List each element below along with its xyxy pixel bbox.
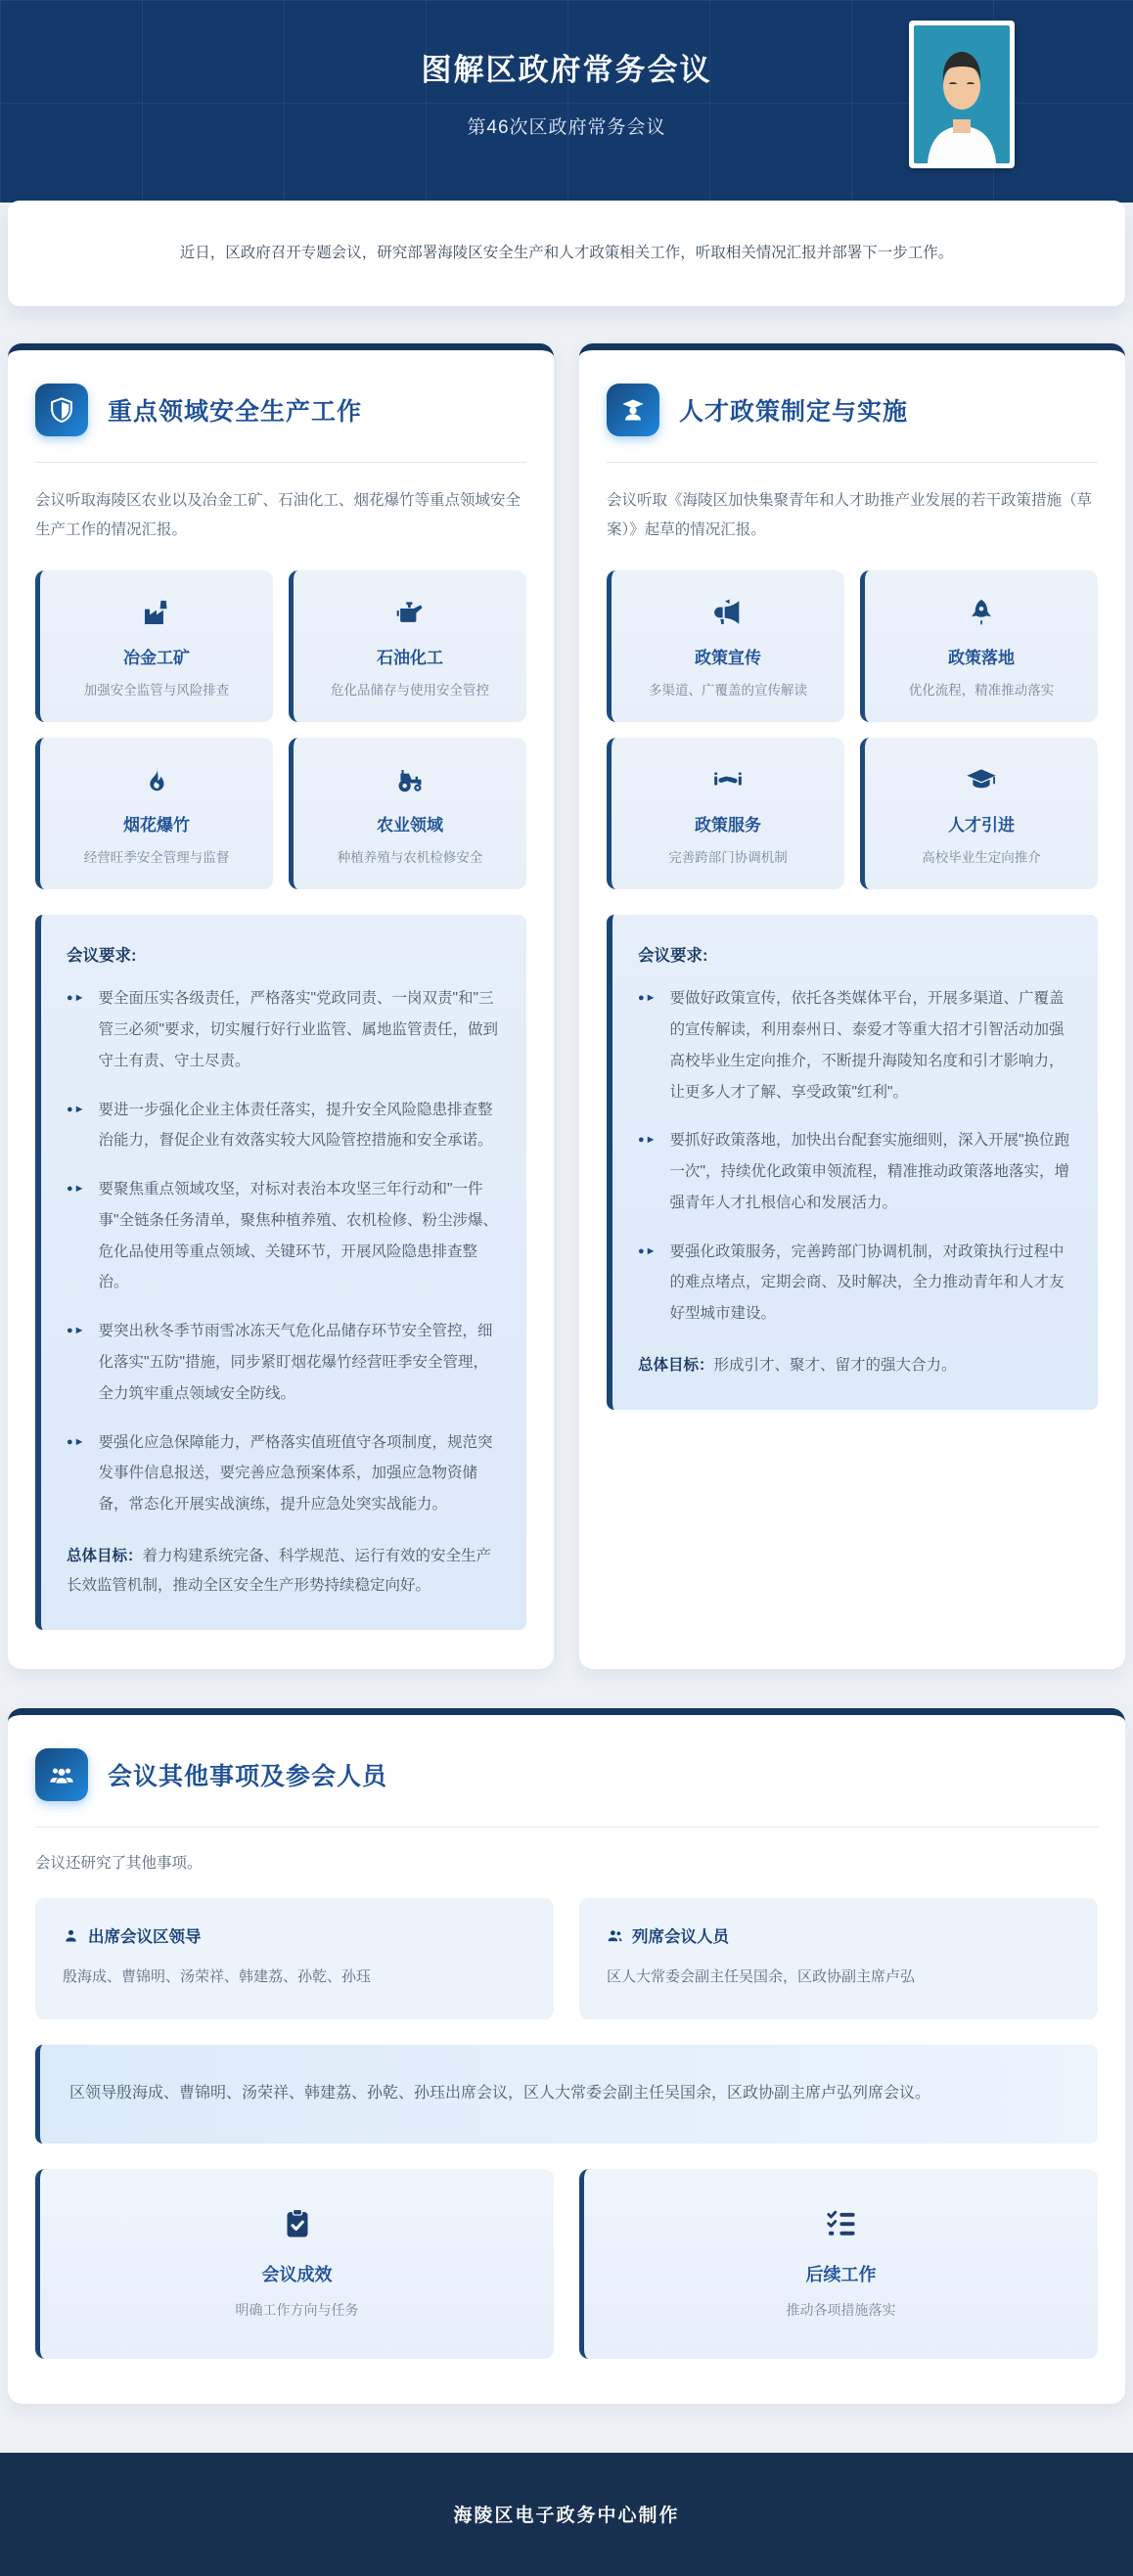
oil-can-icon [303,596,517,629]
attendees-title-row [63,1923,526,1947]
clipboard-check-icon [60,2204,534,2243]
observers-names: 区人大常委会副主任吴国余，区政协副主席卢弘 [607,1968,916,1986]
graduate-user-icon [607,384,659,436]
official-portrait [909,21,1015,168]
divider [35,1827,1098,1828]
item-card-metallurgy [35,570,273,722]
goal-text: 着力构建系统完备、科学规范、运行有效的安全生产长效监管机制，推动全区安全生产形势持续稳定向好。 [67,1547,492,1595]
item-card-implementation [860,570,1098,722]
bullet-marker: ●► [638,992,657,1005]
item-title: 石油化工 [377,649,443,668]
attendance-summary-text: 区领导殷海成、曹锦明、汤荣祥、韩建荔、孙乾、孙珏出席会议，区人大常委会副主任吴国余，区政协副主席卢弘列席会议。 [69,2084,931,2101]
item-card-fireworks [35,738,273,889]
requirement-text: 要突出秋冬季节雨雪冰冻天气危化品储存环节安全管控，细化落实"五防"措施，同步紧盯烟花爆竹经营旺季安全管理，全力筑牢重点领域安全防线。 [98,1323,493,1402]
section-safety [8,343,554,1669]
other-title: 会议其他事项及参会人员 [108,1763,388,1791]
attendees-box [35,1898,554,2019]
requirement-text: 要聚焦重点领域攻坚，对标对表治本攻坚三年行动和"一件事"全链条任务清单，聚焦种植养殖、农机检修、粉尘涉爆、危化品使用等重点领域、关键环节，开展风险隐患排查整治。 [98,1181,499,1291]
rocket-icon [875,596,1088,629]
requirement-item [67,1174,501,1298]
outcome-title: 后续工作 [805,2264,877,2284]
requirement-text: 要强化应急保障能力，严格落实值班值守各项制度，规范突发事件信息报送，要完善应急预案体系，加强应急物资储备，常态化开展实战演练，提升应急处突实战能力。 [98,1433,493,1514]
megaphone-icon [621,596,835,629]
item-subtitle: 经营旺季安全管理与监督 [83,850,230,866]
item-subtitle: 加强安全监管与风险排查 [83,683,230,699]
handshake-icon [621,763,835,796]
requirement-item [67,1095,501,1157]
outcome-subtitle: 推动各项措施落实 [786,2301,896,2318]
requirement-item [638,983,1072,1107]
page-subtitle: 第46次区政府常务会议 [467,117,666,138]
talent-header [607,384,1098,436]
item-card-recruitment [860,738,1098,889]
requirements-label: 会议要求: [67,947,137,966]
requirement-item [67,1427,501,1520]
observers-box [579,1898,1098,2019]
page-header [0,0,1133,203]
graduation-cap-icon [875,763,1088,796]
intro-text: 近日，区政府召开专题会议，研究部署海陵区安全生产和人才政策相关工作，听取相关情况汇报并部署下一步工作。 [179,245,954,261]
main-columns [8,343,1125,1669]
safety-item-grid [35,570,526,889]
safety-title: 重点领域安全生产工作 [108,397,363,426]
item-subtitle: 种植养殖与农机检修安全 [337,850,483,866]
outcome-card-followup [579,2169,1098,2359]
item-subtitle: 多渠道、广覆盖的宣传解读 [649,683,807,699]
safety-goal [67,1542,501,1601]
divider [607,462,1098,463]
item-title: 烟花爆竹 [123,816,190,836]
tractor-icon [303,763,517,796]
item-title: 政策宣传 [695,649,761,668]
item-card-petrochemical [289,570,526,722]
attendance-summary [35,2045,1098,2144]
talent-goal [638,1351,1072,1380]
item-subtitle: 优化流程，精准推动落实 [908,683,1055,699]
talent-item-grid [607,570,1098,889]
other-note: 会议还研究了其他事项。 [35,1855,203,1873]
divider [35,462,526,463]
requirement-item [67,1316,501,1409]
bullet-marker: ●► [67,1103,86,1115]
requirement-item [638,1125,1072,1218]
checklist-icon [604,2204,1078,2243]
goal-label: 总体目标： [638,1356,714,1374]
requirement-text: 要抓好政策落地，加快出台配套实施细则，深入开展"换位跑一次"，持续优化政策申领流程，精准推动政策落地落实，增强青年人才扎根信心和发展活力。 [669,1132,1070,1211]
requirements-label: 会议要求: [638,947,708,966]
requirement-item [638,1237,1072,1330]
user-icon [63,1927,79,1944]
outcome-subtitle: 明确工作方向与任务 [235,2301,359,2318]
page-title: 图解区政府常务会议 [421,53,712,87]
item-title: 政策落地 [948,649,1015,668]
section-talent [579,343,1125,1669]
safety-description: 会议听取海陵区农业以及冶金工矿、石油化工、烟花爆竹等重点领域安全生产工作的情况汇报。 [35,491,521,539]
item-title: 政策服务 [695,816,761,836]
requirement-text: 要强化政策服务，完善跨部门协调机制，对政策执行过程中的难点堵点，定期会商、及时解决，全力推动青年和人才友好型城市建设。 [669,1243,1065,1323]
observers-title: 列席会议人员 [632,1928,729,1947]
requirement-text: 要进一步强化企业主体责任落实，提升安全风险隐患排查整治能力，督促企业有效落实较大风险管控措施和安全承诺。 [98,1101,493,1150]
bullet-marker: ●► [67,1183,86,1196]
section-other-matters [8,1708,1125,2403]
item-title: 人才引进 [948,816,1015,836]
talent-description: 会议听取《海陵区加快集聚青年和人才助推产业发展的若干政策措施（草案）》起草的情况汇报。 [607,491,1093,539]
bullet-marker: ●► [638,1134,657,1147]
outcome-card-results [35,2169,554,2359]
other-header [35,1748,1098,1801]
factory-icon [50,596,263,629]
requirement-item [67,983,501,1076]
outcome-title: 会议成效 [261,2264,333,2284]
safety-requirements [35,915,526,1630]
footer-text: 海陵区电子政务中心制作 [453,2506,680,2527]
page-footer [0,2453,1133,2576]
item-subtitle: 完善跨部门协调机制 [668,850,788,866]
item-title: 冶金工矿 [123,649,190,668]
item-card-service [607,738,844,889]
item-card-publicity [607,570,844,722]
bullet-marker: ●► [67,1435,86,1448]
item-subtitle: 高校毕业生定向推介 [922,850,1041,866]
talent-requirements [607,915,1098,1410]
users-two-icon [607,1927,623,1944]
goal-label: 总体目标： [67,1547,143,1564]
item-title: 农业领域 [377,816,443,836]
flame-icon [50,763,263,796]
outcome-grid [35,2169,1098,2359]
participants-grid [35,1898,1098,2019]
attendees-title: 出席会议区领导 [88,1928,202,1947]
item-subtitle: 危化品储存与使用安全管控 [331,683,489,699]
bullet-marker: ●► [67,1325,86,1337]
users-icon [35,1748,88,1801]
talent-title: 人才政策制定与实施 [679,397,909,426]
requirement-text: 要全面压实各级责任，严格落实"党政同责、一岗双责"和"三管三必须"要求，切实履行好行业监管、属地监管责任，做到守土有责、守土尽责。 [98,990,499,1069]
bullet-marker: ●► [638,1244,657,1257]
goal-text: 形成引才、聚才、留才的强大合力。 [713,1356,957,1374]
item-card-agriculture [289,738,526,889]
attendees-names: 殷海成、曹锦明、汤荣祥、韩建荔、孙乾、孙珏 [63,1968,372,1986]
observers-title-row [607,1923,1070,1947]
intro-card [8,201,1125,306]
safety-header [35,384,526,436]
shield-icon [35,384,88,436]
bullet-marker: ●► [67,992,86,1005]
requirement-text: 要做好政策宣传，依托各类媒体平台，开展多渠道、广覆盖的宣传解读，利用泰州日、泰爱才等重大招才引智活动加强高校毕业生定向推介，不断提升海陵知名度和引才影响力，让更多人才了解、享受政策"红利"。 [669,990,1065,1101]
portrait-image [914,25,1010,163]
